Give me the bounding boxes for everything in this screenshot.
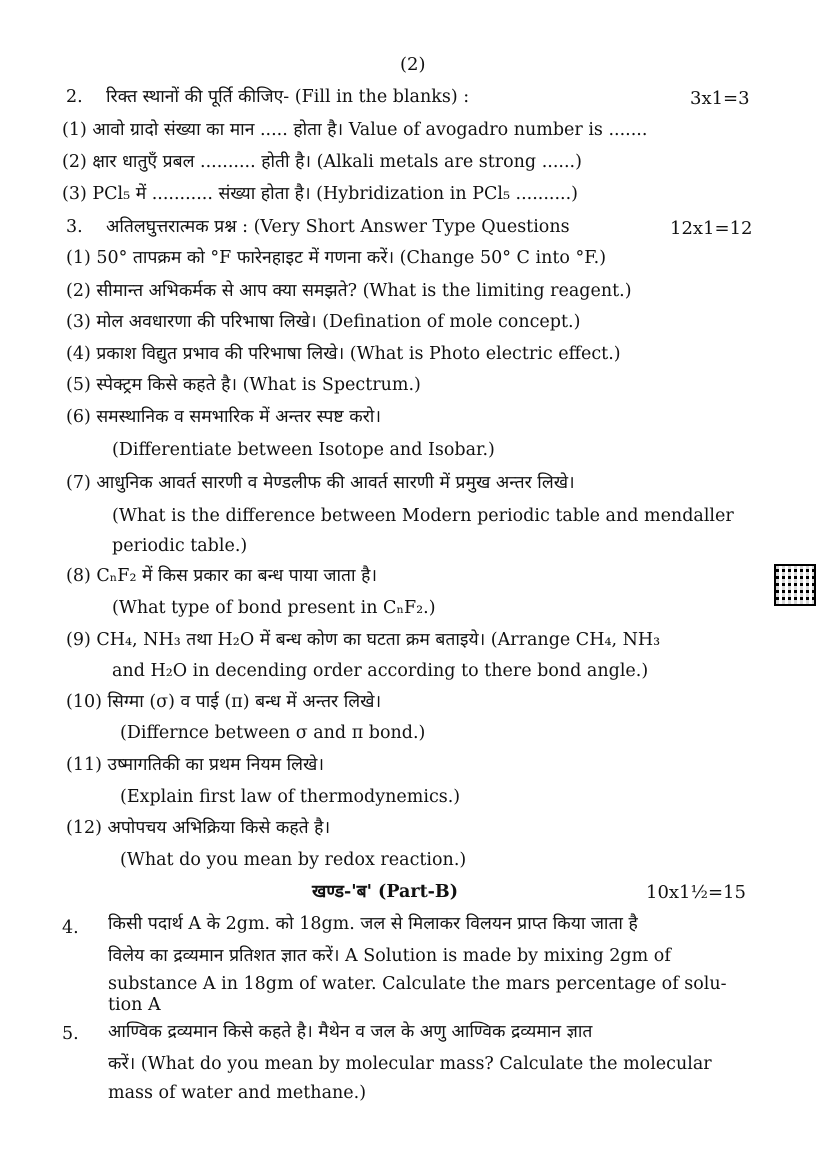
q5-number: 5. [62, 1024, 79, 1044]
q3-item-9-en: and H₂O in decending order according to there bond angle.) [112, 661, 649, 681]
q3-item-7: (7) आधुनिक आवर्त सारणी व मेण्डलीफ की आवर्त सारणी में प्रमुख अन्तर लिखे। [66, 473, 575, 493]
q5-line-3: mass of water and methane.) [108, 1083, 367, 1103]
q4-line-3: substance A in 18gm of water. Calculate the mars percentage of solu- [108, 974, 727, 994]
q3-marks: 12x1=12 [670, 218, 753, 239]
q3-item-12-en: (What do you mean by redox reaction.) [120, 850, 467, 870]
q2-number: 2. [66, 87, 83, 107]
qr-code [776, 566, 814, 604]
q4-line-2: विलेय का द्रव्यमान प्रतिशत ज्ञात करें। A Solution is made by mixing 2gm of [108, 946, 671, 966]
q3-item-6: (6) समस्थानिक व समभारिक में अन्तर स्पष्ट करो। [66, 407, 381, 427]
q3-item-11-en: (Explain first law of thermodynemics.) [120, 787, 461, 807]
q5-line-2: करें। (What do you mean by molecular mass? Calculate the molecular [108, 1054, 712, 1074]
page-number: (2) [400, 54, 426, 75]
q3-item-10-en: (Differnce between σ and π bond.) [120, 723, 426, 743]
q4-line-4: tion A [108, 995, 161, 1015]
q3-item-10: (10) सिग्मा (σ) व पाई (π) बन्ध में अन्तर लिखे। [66, 692, 382, 712]
q2-item-2: (2) क्षार धातुएँ प्रबल .......... होती है। (Alkali metals are strong ......) [62, 152, 582, 172]
q3-item-12: (12) अपोपचय अभिक्रिया किसे कहते है। [66, 818, 331, 838]
q3-item-5: (5) स्पेक्ट्रम किसे कहते है। (What is Spectrum.) [66, 375, 421, 395]
q2-item-3: (3) PCl₅ में ........... संख्या होता है। (Hybridization in PCl₅ ..........) [62, 184, 578, 204]
q3-item-11: (11) उष्मागतिकी का प्रथम नियम लिखे। [66, 755, 324, 775]
part-b-marks: 10x1½=15 [646, 882, 746, 903]
q3-item-9: (9) CH₄, NH₃ तथा H₂O में बन्ध कोण का घटता क्रम बताइये। (Arrange CH₄, NH₃ [66, 630, 661, 650]
q3-item-8: (8) CₙF₂ में किस प्रकार का बन्ध पाया जाता है। [66, 566, 378, 586]
q3-item-4: (4) प्रकाश विद्युत प्रभाव की परिभाषा लिखे। (What is Photo electric effect.) [66, 344, 621, 364]
q4-number: 4. [62, 918, 79, 938]
q3-item-1: (1) 50° तापक्रम को °F फारेनहाइट में गणना करें। (Change 50° C into °F.) [66, 248, 607, 268]
q3-item-6-en: (Differentiate between Isotope and Isobar.) [112, 440, 495, 460]
q4-line-1: किसी पदार्थ A के 2gm. को 18gm. जल से मिलाकर विलयन प्राप्त किया जाता है [108, 914, 638, 934]
q3-item-7-en-cont: periodic table.) [112, 536, 248, 556]
q2-text: रिक्त स्थानों की पूर्ति कीजिए- (Fill in the blanks) : [106, 87, 470, 107]
q2-marks: 3x1=3 [690, 88, 750, 109]
q3-number: 3. [66, 217, 83, 237]
q2-item-1: (1) आवो ग्रादो संख्या का मान ..... होता है। Value of avogadro number is ....... [62, 120, 648, 140]
q3-item-2: (2) सीमान्त अभिकर्मक से आप क्या समझते? (What is the limiting reagent.) [66, 281, 632, 301]
q3-text: अतिलघुत्तरात्मक प्रश्न : (Very Short Answer Type Questions [106, 217, 570, 237]
part-b-heading: खण्ड-'ब' (Part-B) [312, 882, 458, 902]
q3-item-7-en: (What is the difference between Modern periodic table and mendaller [112, 506, 734, 526]
q3-item-8-en: (What type of bond present in CₙF₂.) [112, 598, 436, 618]
q3-item-3: (3) मोल अवधारणा की परिभाषा लिखे। (Defination of mole concept.) [66, 312, 581, 332]
q5-line-1: आण्विक द्रव्यमान किसे कहते है। मैथेन व जल के अणु आण्विक द्रव्यमान ज्ञात [108, 1022, 593, 1042]
